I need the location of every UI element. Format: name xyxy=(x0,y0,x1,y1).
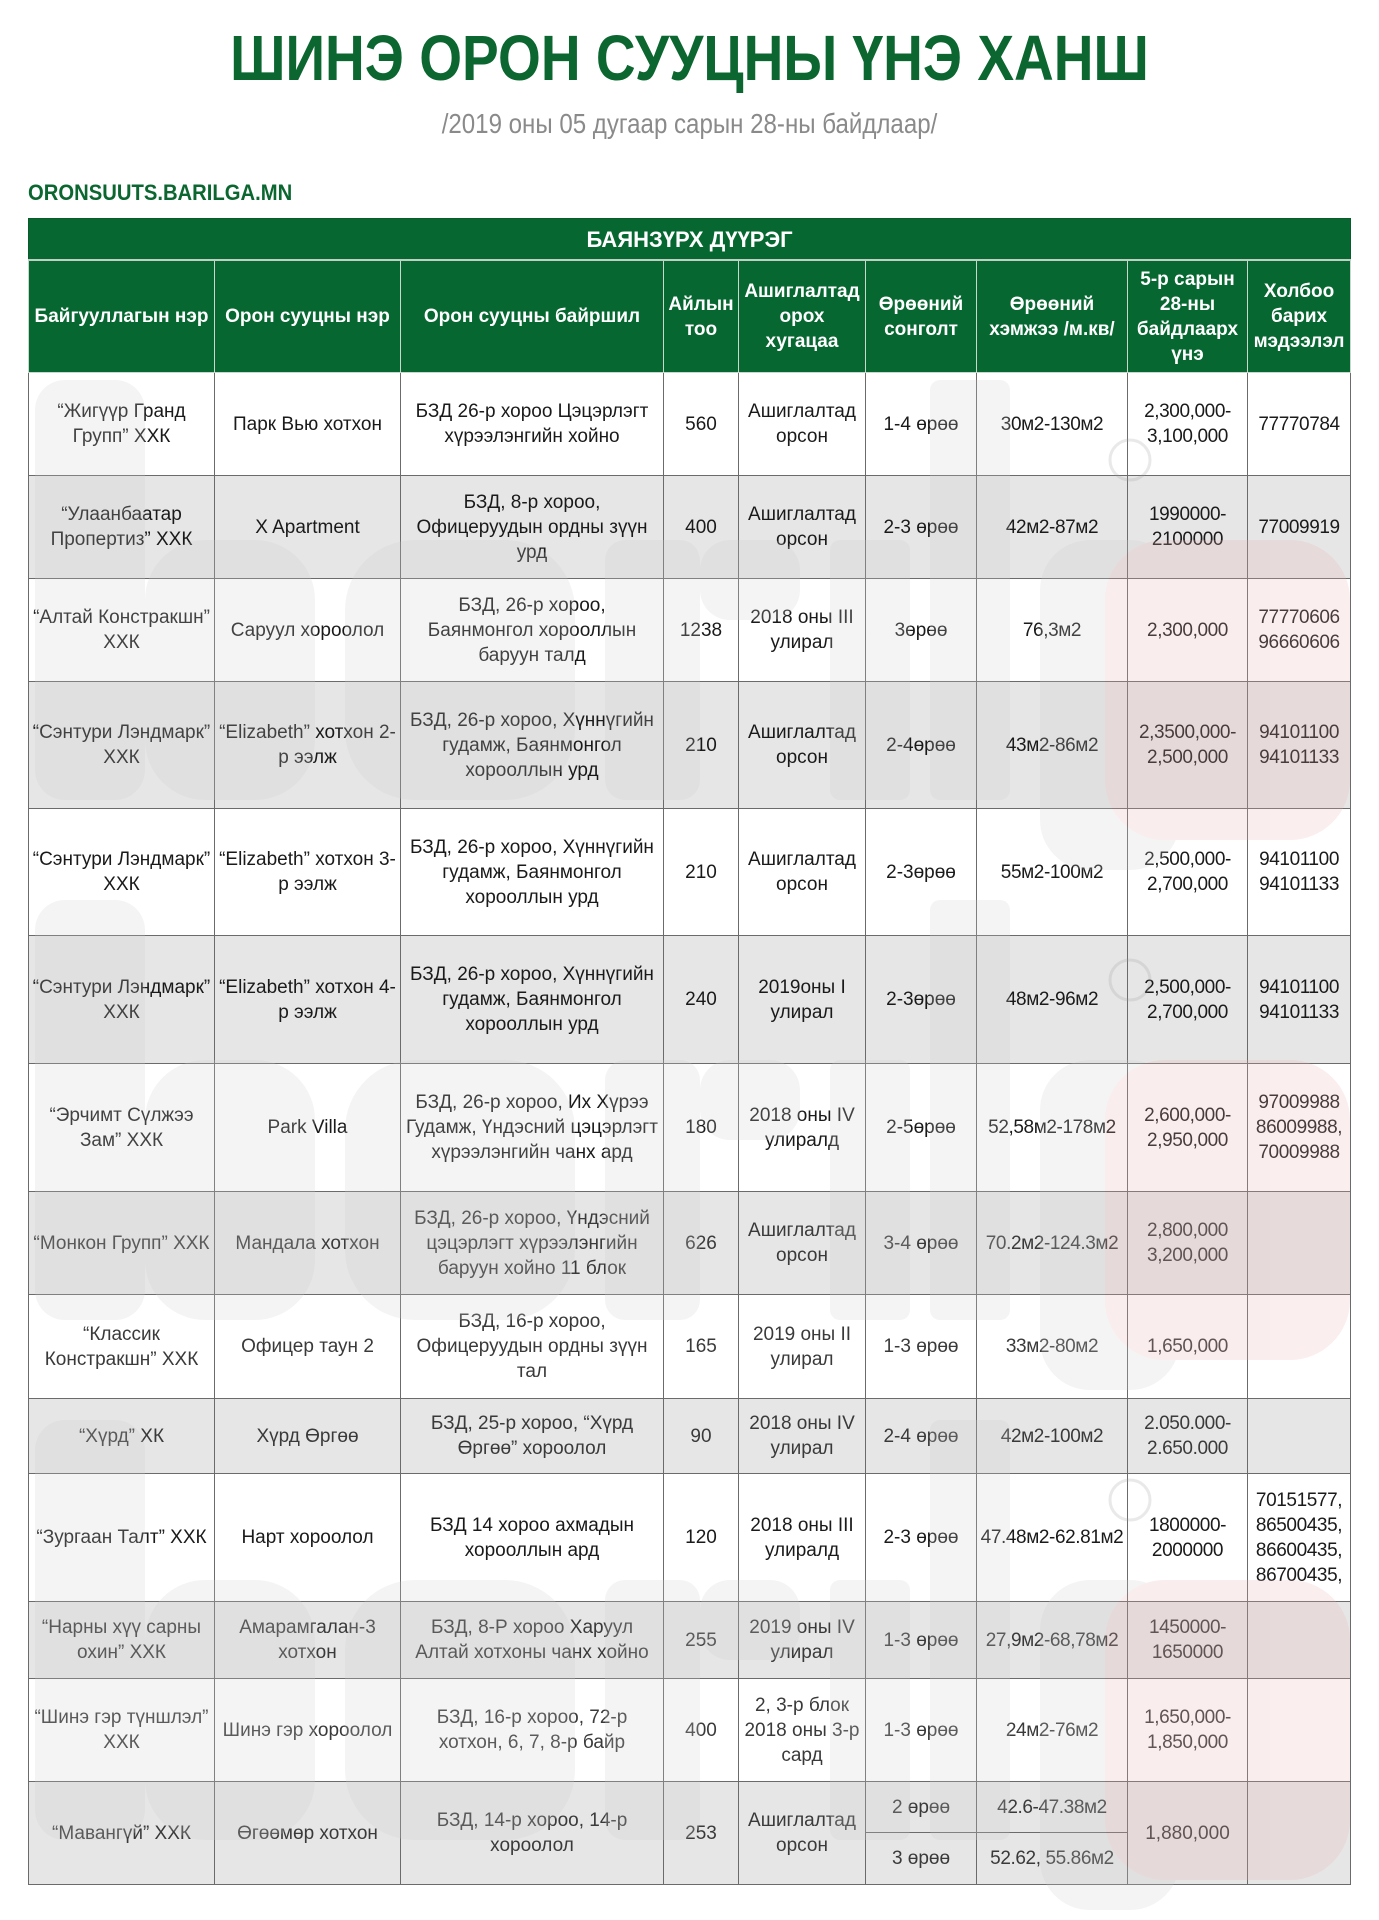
cell-rooms: 2-3өрөө xyxy=(866,936,977,1064)
cell-name: Хүрд Өргөө xyxy=(215,1399,401,1474)
cell-contact: 77009919 xyxy=(1248,476,1351,579)
cell-units: 400 xyxy=(664,476,739,579)
cell-rooms: 1-3 өрөө xyxy=(866,1295,977,1399)
cell-location: БЗД, 26-р хороо, Их Хүрээ Гудамж, Үндэсний цэцэрлэгт хүрээлэнгийн чанх ард xyxy=(401,1064,664,1192)
col-header-location: Орон сууцны байршил xyxy=(401,260,664,373)
cell-size: 27,9м2-68,78м2 xyxy=(977,1602,1128,1679)
cell-company: “Улаанбаатар Пропертиз” ХХК xyxy=(29,476,215,579)
cell-location: БЗД, 26-р хороо, Хүннүгийн гудамж, Баянмонгол хорооллын урд xyxy=(401,936,664,1064)
cell-rooms: 1-3 өрөө xyxy=(866,1679,977,1782)
cell-name: Офицер таун 2 xyxy=(215,1295,401,1399)
cell-size: 52.62, 55.86м2 xyxy=(977,1833,1128,1885)
table-row xyxy=(29,1064,1351,1192)
cell-price: 2,300,000 xyxy=(1128,579,1248,682)
cell-size: 76,3м2 xyxy=(977,579,1128,682)
cell-completion: 2018 оны IV улирал xyxy=(739,1399,866,1474)
cell-price: 2,3500,000-2,500,000 xyxy=(1128,682,1248,809)
cell-name: Өгөөмөр хотхон xyxy=(215,1782,401,1885)
district-heading: БАЯНЗҮРХ ДҮҮРЭГ xyxy=(29,219,1351,261)
cell-completion: 2, 3-р блок 2018 оны 3-р сард xyxy=(739,1679,866,1782)
cell-company: “Монкон Групп” ХХК xyxy=(29,1192,215,1295)
price-table xyxy=(28,218,1351,1885)
cell-units: 180 xyxy=(664,1064,739,1192)
cell-price: 1,650,000 xyxy=(1128,1295,1248,1399)
table-row xyxy=(29,1474,1351,1602)
cell-company: “Хүрд” ХК xyxy=(29,1399,215,1474)
cell-size: 43м2-86м2 xyxy=(977,682,1128,809)
cell-name: “Elizabeth” хотхон 4-р ээлж xyxy=(215,936,401,1064)
cell-size: 30м2-130м2 xyxy=(977,373,1128,476)
cell-name: Шинэ гэр хороолол xyxy=(215,1679,401,1782)
cell-rooms: 2-4өрөө xyxy=(866,682,977,809)
cell-size: 70.2м2-124.3м2 xyxy=(977,1192,1128,1295)
cell-completion: Ашиглалтад орсон xyxy=(739,373,866,476)
cell-name: Нарт хороолол xyxy=(215,1474,401,1602)
cell-location: БЗД, 16-р хороо, 72-р хотхон, 6, 7, 8-р байр xyxy=(401,1679,664,1782)
cell-company: “Сэнтури Лэндмарк” ХХК xyxy=(29,682,215,809)
cell-units: 210 xyxy=(664,809,739,936)
cell-contact xyxy=(1248,1192,1351,1295)
cell-company: “Жигүүр Гранд Групп” ХХК xyxy=(29,373,215,476)
cell-price: 2,300,000-3,100,000 xyxy=(1128,373,1248,476)
cell-price: 2.050.000-2.650.000 xyxy=(1128,1399,1248,1474)
cell-completion: Ашиглалтад орсон xyxy=(739,476,866,579)
cell-rooms: 2-4 өрөө xyxy=(866,1399,977,1474)
cell-contact xyxy=(1248,1602,1351,1679)
cell-completion: Ашиглалтад орсон xyxy=(739,1782,866,1885)
cell-location: БЗД, 26-р хороо, Хүннүгийн гудамж, Баянмонгол хорооллын урд xyxy=(401,682,664,809)
col-header-price: 5-р сарын 28-ны байдлаарх үнэ xyxy=(1128,260,1248,373)
cell-units: 400 xyxy=(664,1679,739,1782)
cell-units: 90 xyxy=(664,1399,739,1474)
cell-units: 560 xyxy=(664,373,739,476)
cell-rooms: 3өрөө xyxy=(866,579,977,682)
cell-price: 1800000-2000000 xyxy=(1128,1474,1248,1602)
cell-contact: 94101100 94101133 xyxy=(1248,682,1351,809)
cell-location: БЗД 14 хороо ахмадын хорооллын ард xyxy=(401,1474,664,1602)
cell-price: 1450000-1650000 xyxy=(1128,1602,1248,1679)
cell-price: 1,880,000 xyxy=(1128,1782,1248,1885)
col-header-contact: Холбоо барих мэдээлэл xyxy=(1248,260,1351,373)
cell-rooms: 2 өрөө xyxy=(866,1782,977,1833)
cell-completion: 2018 оны IV улиралд xyxy=(739,1064,866,1192)
col-header-completion: Ашиглалтад орох хугацаа xyxy=(739,260,866,373)
table-row xyxy=(29,936,1351,1064)
table-row xyxy=(29,373,1351,476)
col-header-name: Орон сууцны нэр xyxy=(215,260,401,373)
cell-size: 24м2-76м2 xyxy=(977,1679,1128,1782)
col-header-rooms: Өрөөний сонголт xyxy=(866,260,977,373)
cell-name: “Elizabeth” хотхон 3-р ээлж xyxy=(215,809,401,936)
cell-size: 42м2-87м2 xyxy=(977,476,1128,579)
table-row xyxy=(29,682,1351,809)
cell-size: 52,58м2-178м2 xyxy=(977,1064,1128,1192)
cell-contact xyxy=(1248,1399,1351,1474)
cell-units: 120 xyxy=(664,1474,739,1602)
cell-size: 48м2-96м2 xyxy=(977,936,1128,1064)
cell-contact: 77770784 xyxy=(1248,373,1351,476)
column-header-row xyxy=(29,260,1351,373)
cell-location: БЗД, 14-р хороо, 14-р хороолол xyxy=(401,1782,664,1885)
cell-contact: 97009988 86009988, 70009988 xyxy=(1248,1064,1351,1192)
cell-contact: 94101100 94101133 xyxy=(1248,936,1351,1064)
cell-units: 626 xyxy=(664,1192,739,1295)
cell-rooms: 3-4 өрөө xyxy=(866,1192,977,1295)
table-row xyxy=(29,1399,1351,1474)
cell-location: БЗД, 16-р хороо, Офицеруудын ордны зүүн тал xyxy=(401,1295,664,1399)
cell-size: 33м2-80м2 xyxy=(977,1295,1128,1399)
cell-location: БЗД, 8-Р хороо Харуул Алтай хотхоны чанх хойно xyxy=(401,1602,664,1679)
col-header-units: Айлын тоо xyxy=(664,260,739,373)
cell-location: БЗД, 26-р хороо, Хүннүгийн гудамж, Баянмонгол хорооллын урд xyxy=(401,809,664,936)
cell-location: БЗД 26-р хороо Цэцэрлэгт хүрээлэнгийн хойно xyxy=(401,373,664,476)
cell-contact xyxy=(1248,1782,1351,1885)
cell-company: “Шинэ гэр түншлэл” ХХК xyxy=(29,1679,215,1782)
cell-rooms: 2-3өрөө xyxy=(866,809,977,936)
page-subtitle: /2019 оны 05 дугаар сарын 28-ны байдлаар/ xyxy=(441,108,938,139)
cell-rooms: 2-3 өрөө xyxy=(866,1474,977,1602)
cell-units: 165 xyxy=(664,1295,739,1399)
cell-completion: Ашиглалтад орсон xyxy=(739,1192,866,1295)
cell-contact xyxy=(1248,1295,1351,1399)
cell-completion: 2019 оны IV улирал xyxy=(739,1602,866,1679)
cell-rooms: 1-3 өрөө xyxy=(866,1602,977,1679)
cell-size: 42м2-100м2 xyxy=(977,1399,1128,1474)
cell-location: БЗД, 8-р хороо, Офицеруудын ордны зүүн урд xyxy=(401,476,664,579)
cell-rooms: 2-5өрөө xyxy=(866,1064,977,1192)
cell-price: 2,600,000-2,950,000 xyxy=(1128,1064,1248,1192)
cell-units: 253 xyxy=(664,1782,739,1885)
cell-company: “Классик Констракшн” ХХК xyxy=(29,1295,215,1399)
table-row xyxy=(29,1192,1351,1295)
cell-company: “Сэнтури Лэндмарк” ХХК xyxy=(29,936,215,1064)
cell-completion: 2018 оны III улиралд xyxy=(739,1474,866,1602)
cell-size: 42.6-47.38м2 xyxy=(977,1782,1128,1833)
cell-rooms: 2-3 өрөө xyxy=(866,476,977,579)
cell-units: 210 xyxy=(664,682,739,809)
table-row xyxy=(29,579,1351,682)
cell-price: 2,500,000-2,700,000 xyxy=(1128,936,1248,1064)
cell-name: Park Villa xyxy=(215,1064,401,1192)
cell-name: X Apartment xyxy=(215,476,401,579)
cell-completion: Ашиглалтад орсон xyxy=(739,682,866,809)
cell-price: 2,800,000 3,200,000 xyxy=(1128,1192,1248,1295)
cell-completion: 2019 оны II улирал xyxy=(739,1295,866,1399)
cell-name: Мандала хотхон xyxy=(215,1192,401,1295)
cell-company: “Зургаан Талт” ХХК xyxy=(29,1474,215,1602)
cell-completion: Ашиглалтад орсон xyxy=(739,809,866,936)
cell-price: 1990000-2100000 xyxy=(1128,476,1248,579)
cell-units: 240 xyxy=(664,936,739,1064)
cell-completion: 2019оны I улирал xyxy=(739,936,866,1064)
cell-company: “Мавангүй” ХХК xyxy=(29,1782,215,1885)
cell-name: Парк Вью хотхон xyxy=(215,373,401,476)
table-row xyxy=(29,809,1351,936)
cell-price: 2,500,000-2,700,000 xyxy=(1128,809,1248,936)
cell-company: “Эрчимт Сүлжээ Зам” ХХК xyxy=(29,1064,215,1192)
cell-name: Амарамгалан-3 хотхон xyxy=(215,1602,401,1679)
cell-size: 55м2-100м2 xyxy=(977,809,1128,936)
cell-name: “Elizabeth” хотхон 2-р ээлж xyxy=(215,682,401,809)
table-row xyxy=(29,1679,1351,1782)
table-row xyxy=(29,1602,1351,1679)
cell-contact: 94101100 94101133 xyxy=(1248,809,1351,936)
table-row xyxy=(29,1295,1351,1399)
cell-units: 255 xyxy=(664,1602,739,1679)
cell-company: “Нарны хүү сарны охин” ХХК xyxy=(29,1602,215,1679)
cell-units: 1238 xyxy=(664,579,739,682)
site-link[interactable]: ORONSUUTS.BARILGA.MN xyxy=(28,180,293,205)
cell-contact: 77770606 96660606 xyxy=(1248,579,1351,682)
table-row xyxy=(29,476,1351,579)
col-header-company: Байгууллагын нэр xyxy=(29,260,215,373)
table-row xyxy=(29,1782,1351,1833)
col-header-size: Өрөөний хэмжээ /м.кв/ xyxy=(977,260,1128,373)
cell-price: 1,650,000-1,850,000 xyxy=(1128,1679,1248,1782)
cell-company: “Алтай Констракшн” ХХК xyxy=(29,579,215,682)
cell-contact: 70151577, 86500435, 86600435, 86700435, xyxy=(1248,1474,1351,1602)
cell-location: БЗД, 25-р хороо, “Хүрд Өргөө” хороолол xyxy=(401,1399,664,1474)
cell-name: Саруул хороолол xyxy=(215,579,401,682)
cell-size: 47.48м2-62.81м2 xyxy=(977,1474,1128,1602)
cell-rooms: 1-4 өрөө xyxy=(866,373,977,476)
district-row xyxy=(29,219,1351,261)
cell-location: БЗД, 26-р хороо, Баянмонгол хорооллын баруун талд xyxy=(401,579,664,682)
cell-rooms: 3 өрөө xyxy=(866,1833,977,1885)
page-title: ШИНЭ ОРОН СУУЦНЫ ҮНЭ ХАНШ xyxy=(230,22,1149,94)
cell-location: БЗД, 26-р хороо, Үндэсний цэцэрлэгт хүрээлэнгийн баруун хойно 11 блок xyxy=(401,1192,664,1295)
cell-completion: 2018 оны III улирал xyxy=(739,579,866,682)
cell-company: “Сэнтури Лэндмарк” ХХК xyxy=(29,809,215,936)
cell-contact xyxy=(1248,1679,1351,1782)
